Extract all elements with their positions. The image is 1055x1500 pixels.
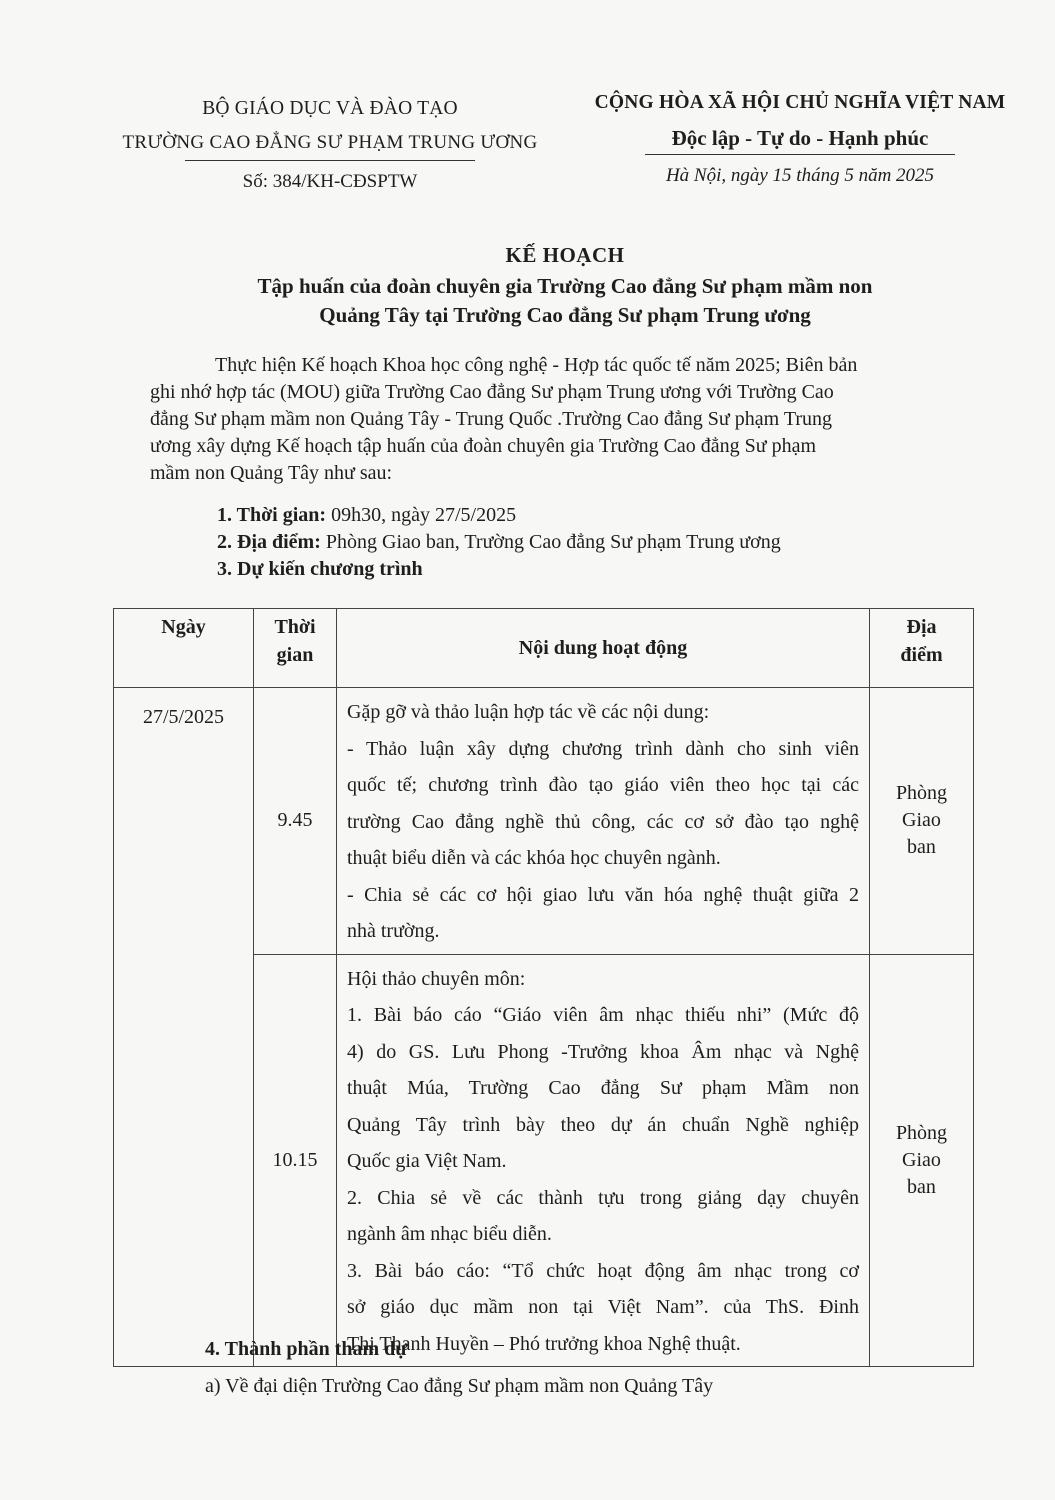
content-line: ngành âm nhạc biểu diễn. xyxy=(347,1223,552,1245)
ministry-name: BỘ GIÁO DỤC VÀ ĐÀO TẠO xyxy=(202,98,458,119)
intro-line: Thực hiện Kế hoạch Khoa học công nghệ - Hợp tác quốc tế năm 2025; Biên bản xyxy=(215,354,858,376)
content-line: - Chia sẻ các cơ hội giao lưu văn hóa nghệ thuật giữa 2 xyxy=(347,883,859,906)
schedule-table xyxy=(113,608,974,1367)
content-line: quốc tế; chương trình đào tạo giáo viên theo học tại các xyxy=(347,774,859,796)
national-motto: Độc lập - Tự do - Hạnh phúc xyxy=(671,126,929,150)
title-line-2: Quảng Tây tại Trường Cao đẳng Sư phạm Trung ương xyxy=(319,303,811,327)
content-line: sở giáo dục mầm non tại Việt Nam”. của ThS. Đinh xyxy=(347,1296,859,1318)
item-location xyxy=(217,529,781,556)
country-name: CỘNG HÒA XÃ HỘI CHỦ NGHĨA VIỆT NAM xyxy=(594,92,1006,113)
row-content xyxy=(337,688,870,955)
national-header xyxy=(565,92,1035,187)
intro-line: ghi nhớ hợp tác (MOU) giữa Trường Cao đẳng Sư phạm Trung ương với Trường Cao xyxy=(150,381,834,403)
intro-line: đẳng Sư phạm mầm non Quảng Tây - Trung Quốc .Trường Cao đẳng Sư phạm Trung xyxy=(150,408,833,430)
item-program xyxy=(217,556,781,583)
content-line: 1. Bài báo cáo “Giáo viên âm nhạc thiếu nhi” (Mức độ xyxy=(347,1004,859,1026)
row-content xyxy=(337,954,870,1367)
title-main: KẾ HOẠCH xyxy=(505,243,625,267)
content-line: 2. Chia sẻ về các thành tựu trong giảng dạy chuyên xyxy=(347,1186,859,1209)
content-line: nhà trường. xyxy=(347,920,440,942)
plan-items xyxy=(217,502,781,583)
row-place: Phòng Giao ban xyxy=(870,954,974,1367)
table-header-row xyxy=(114,609,974,688)
document-title xyxy=(100,243,1030,328)
intro-line: ương xây dựng Kế hoạch tập huấn của đoàn chuyên gia Trường Cao đẳng Sư phạm xyxy=(150,435,817,457)
item-program-label: 3. Dự kiến chương trình xyxy=(217,558,423,580)
header-content: Nội dung hoạt động xyxy=(337,609,870,688)
content-line: Quảng Tây trình bày theo dự án chuẩn Nghề nghiệp xyxy=(347,1113,859,1136)
row-date: 27/5/2025 xyxy=(114,688,254,1367)
content-line: Quốc gia Việt Nam. xyxy=(347,1150,507,1172)
row-time: 10.15 xyxy=(254,954,337,1367)
content-line: Hội thảo chuyên môn: xyxy=(347,967,526,990)
section-attendees xyxy=(205,1338,713,1398)
table-row xyxy=(114,688,974,955)
content-line: thuật Múa, Trường Cao đẳng Sư phạm Mầm non xyxy=(347,1077,859,1099)
row-place: Phòng Giao ban xyxy=(870,688,974,955)
header-place: Địa điểm xyxy=(870,609,974,688)
intro-paragraph xyxy=(150,352,962,487)
content-line: Thị Thanh Huyền – Phó trưởng khoa Nghệ thuật. xyxy=(347,1332,741,1355)
content-line: trường Cao đẳng nghề thủ công, các cơ sở đào tạo nghệ xyxy=(347,810,859,833)
header-time: Thời gian xyxy=(254,609,337,688)
item-location-value: Phòng Giao ban, Trường Cao đẳng Sư phạm Trung ương xyxy=(320,531,781,553)
title-line-1: Tập huấn của đoàn chuyên gia Trường Cao đẳng Sư phạm mầm non xyxy=(257,274,873,298)
content-line: 3. Bài báo cáo: “Tổ chức hoạt động âm nhạc trong cơ xyxy=(347,1259,859,1282)
content-line: 4) do GS. Lưu Phong -Trưởng khoa Âm nhạc và Nghệ xyxy=(347,1040,859,1063)
issuer-block xyxy=(95,98,565,193)
document-date: Hà Nội, ngày 15 tháng 5 năm 2025 xyxy=(665,165,935,186)
school-underline xyxy=(185,160,475,161)
content-line: Gặp gỡ và thảo luận hợp tác về các nội dung: xyxy=(347,701,710,723)
motto-underline xyxy=(645,154,955,155)
header-date: Ngày xyxy=(114,609,254,688)
intro-line: mầm non Quảng Tây như sau: xyxy=(150,462,393,484)
item-location-label: 2. Địa điểm: xyxy=(217,531,321,553)
school-name: TRƯỜNG CAO ĐẲNG SƯ PHẠM TRUNG ƯƠNG xyxy=(122,132,538,153)
item-time-value: 09h30, ngày 27/5/2025 xyxy=(326,504,517,526)
content-line: - Thảo luận xây dựng chương trình dành cho sinh viên xyxy=(347,737,859,760)
item-time xyxy=(217,502,781,529)
document-number: Số: 384/KH-CĐSPTW xyxy=(242,171,418,192)
section-4-heading: 4. Thành phần tham dự xyxy=(205,1338,408,1360)
row-time: 9.45 xyxy=(254,688,337,955)
section-4a: a) Về đại diện Trường Cao đẳng Sư phạm mầm non Quảng Tây xyxy=(205,1375,714,1397)
content-line: thuật biểu diễn và các khóa học chuyên ngành. xyxy=(347,847,721,869)
item-time-label: 1. Thời gian: xyxy=(217,504,327,526)
